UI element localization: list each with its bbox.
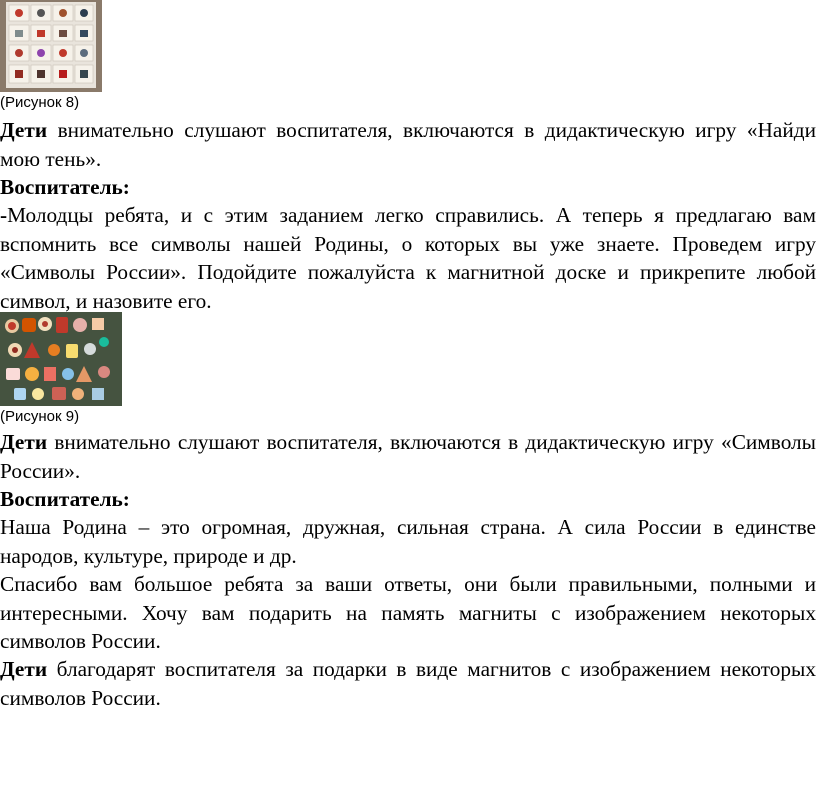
paragraph-teacher-symbols: [0, 201, 816, 315]
speaker-teacher-heading-2: [0, 485, 816, 514]
paragraph-children-thank: [0, 655, 816, 712]
speaker-children: Дети: [0, 657, 48, 681]
paragraph-children-game-shadow: [0, 116, 816, 173]
speaker-children: Дети: [0, 118, 48, 142]
paragraph-thanks: Спасибо вам большое ребята за ваши ответы, они были правильными, полными и интересными. Хочу вам подарить на память магниты с изображением некоторых символов России.: [0, 572, 816, 653]
speaker-teacher: Воспитатель:: [0, 175, 130, 199]
speaker-teacher: Воспитатель:: [0, 487, 130, 511]
paragraph-text: благодарят воспитателя за подарки в виде магнитов с изображением некоторых символов России.: [0, 657, 816, 710]
speaker-teacher-heading: [0, 173, 816, 202]
figure-8-photo: [0, 0, 122, 92]
paragraph-homeland: Наша Родина – это огромная, дружная, сильная страна. А сила России в единстве народов, культуре, природе и др.: [0, 515, 816, 568]
figure-9-caption: (Рисунок 9): [0, 408, 80, 425]
dash: -: [0, 203, 8, 227]
figure-8-caption: (Рисунок 8): [0, 94, 80, 111]
speaker-children: Дети: [0, 430, 48, 454]
paragraph-text: Молодцы ребята, и с этим заданием легко справились. А теперь я предлагаю вам вспомнить все символы нашей Родины, о которых вы уже знаете. Проведем игру «Символы России». Подойдите пожалуйста к магнитной доске и прикрепите любой символ, и назовите его.: [0, 203, 816, 313]
paragraph-text: внимательно слушают воспитателя, включаются в дидактическую игру «Символы России».: [0, 430, 816, 483]
paragraph-text: внимательно слушают воспитателя, включаются в дидактическую игру «Найди мою тень».: [0, 118, 816, 171]
figure-9-photo: [0, 312, 122, 406]
paragraph-children-game-symbols: [0, 428, 816, 485]
